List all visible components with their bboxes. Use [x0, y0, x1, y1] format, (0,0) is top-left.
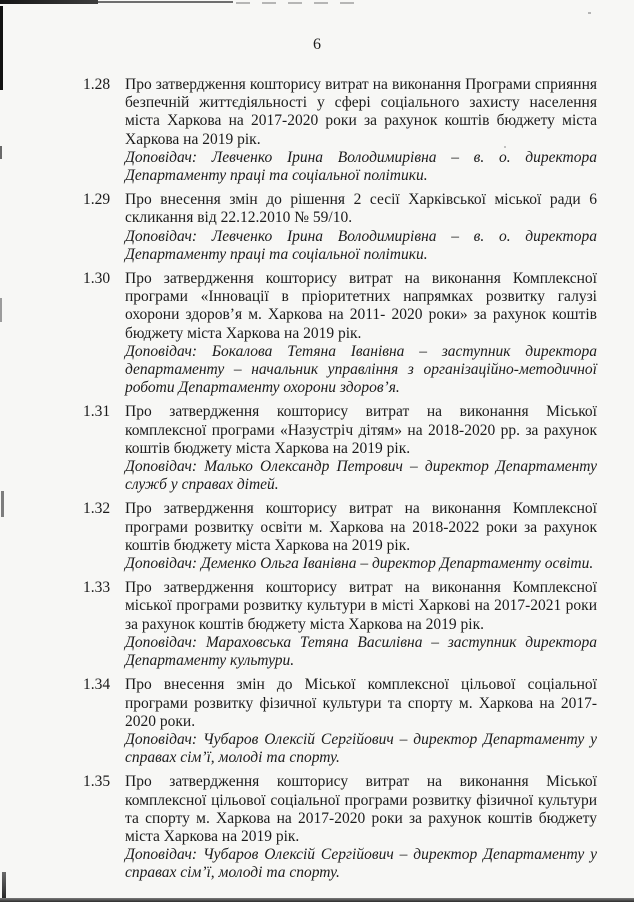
agenda-item-number: 1.35	[83, 773, 111, 791]
agenda-item-speaker: Доповідач: Чубаров Олексій Сергійович – директор Департаменту у справах сім’ї, молоді та спорту.	[125, 846, 597, 882]
agenda-item-speaker: Доповідач: Левченко Ірина Володимирівна – в. о. директора Департаменту праці та соціальної політики.	[125, 227, 597, 263]
agenda-item-number: 1.34	[83, 676, 111, 694]
agenda-item-text: Про затвердження кошторису витрат на виконання Міської комплексної програми «Назустріч дітям» на 2018-2020 рр. за рахунок коштів бюджету міста Харкова на 2019 рік.	[125, 403, 597, 457]
scan-artifact-left-mark-3	[1, 491, 4, 517]
agenda-item	[83, 773, 597, 882]
agenda-item-number: 1.33	[83, 579, 111, 597]
agenda-item-number: 1.29	[83, 191, 111, 209]
agenda-item-text: Про затвердження кошторису витрат на виконання Комплексної міської програми розвитку культури в місті Харкові на 2017-2021 роки за рахунок коштів бюджету міста Харкова на 2019 рік.	[125, 579, 597, 633]
scan-artifact-left-mark-2	[0, 298, 2, 322]
scan-artifact-left-mark-1	[0, 146, 2, 159]
agenda-item-speaker: Доповідач: Малько Олександр Петрович – директор Департаменту служб у справах дітей.	[125, 458, 597, 494]
agenda-item	[83, 191, 597, 264]
agenda-item-speaker: Доповідач: Левченко Ірина Володимирівна – в. о. директора Департаменту праці та соціальної політики.	[125, 148, 597, 185]
scan-artifact-bottom-line	[0, 898, 634, 902]
agenda-item-content	[125, 676, 597, 767]
agenda-item-text: Про затвердження кошторису витрат на виконання Міської комплексної цільової соціальної програми розвитку фізичної культури та спорту м. Харкова на 2017-2020 роки за рахунок коштів бюджету міста Харкова на 2019 рік.	[125, 773, 597, 845]
agenda-item-content	[125, 270, 597, 397]
page-number: 6	[313, 36, 321, 53]
agenda-item-text: Про внесення змін до рішення 2 сесії Харківської міської ради 6 скликання від 22.12.2010 № 59/10.	[125, 191, 597, 227]
agenda-item-content	[125, 191, 597, 264]
agenda-item	[83, 76, 597, 185]
agenda-item	[83, 500, 597, 573]
agenda-item-number: 1.32	[83, 500, 111, 518]
agenda-item-text: Про затвердження кошторису витрат на виконання Комплексної програми «Інновації в пріоритетних напрямках розвитку галузі охорони здоров’я м. Харкова на 2011- 2020 роки» за рахунок коштів бюджету міста Харкова на 2019 рік.	[125, 270, 597, 342]
agenda-item	[83, 676, 597, 767]
scan-artifact-left-mark-bottom	[2, 872, 6, 902]
agenda-item-text: Про затвердження кошторису витрат на виконання Комплексної програми розвитку освіти м. Харкова на 2018-2022 роки за рахунок коштів бюджету міста Харкова на 2019 рік.	[125, 500, 597, 554]
agenda-item-speaker: Доповідач: Мараховська Тетяна Василівна – заступник директора Департаменту культури.	[125, 633, 597, 670]
agenda-item-speaker: Доповідач: Бокалова Тетяна Іванівна – заступник директора департаменту – начальник управління з організаційно-методичної роботи Департаменту охорони здоров’я.	[125, 342, 597, 397]
agenda-item	[83, 579, 597, 670]
agenda-item	[83, 403, 597, 494]
agenda-item-text: Про затвердження кошторису витрат на виконання Програми сприяння безпечній життєдіяльності у сфері соціального захисту населення міста Харкова на 2017-2020 роки за рахунок коштів бюджету міста Харкова на 2019 рік.	[125, 76, 597, 148]
agenda-item-content	[125, 773, 597, 882]
agenda-item-number: 1.31	[83, 403, 111, 421]
agenda-item-content	[125, 76, 597, 185]
agenda-item-number: 1.28	[83, 76, 111, 93]
agenda-list	[83, 76, 597, 883]
agenda-item-speaker: Доповідач: Чубаров Олексій Сергійович – директор Департаменту у справах сім’ї, молоді та спорту.	[125, 730, 597, 767]
agenda-item-speaker: Доповідач: Деменко Ольга Іванівна – директор Департаменту освіти.	[125, 555, 594, 573]
agenda-item-number: 1.30	[83, 270, 111, 288]
agenda-item-content	[125, 579, 597, 670]
agenda-item-content	[125, 403, 597, 494]
agenda-item-content	[125, 500, 597, 573]
agenda-item	[83, 270, 597, 397]
agenda-item-text: Про внесення змін до Міської комплексної цільової соціальної програми розвитку фізичної культури та спорту м. Харкова на 2017-2020 роки.	[125, 676, 597, 730]
